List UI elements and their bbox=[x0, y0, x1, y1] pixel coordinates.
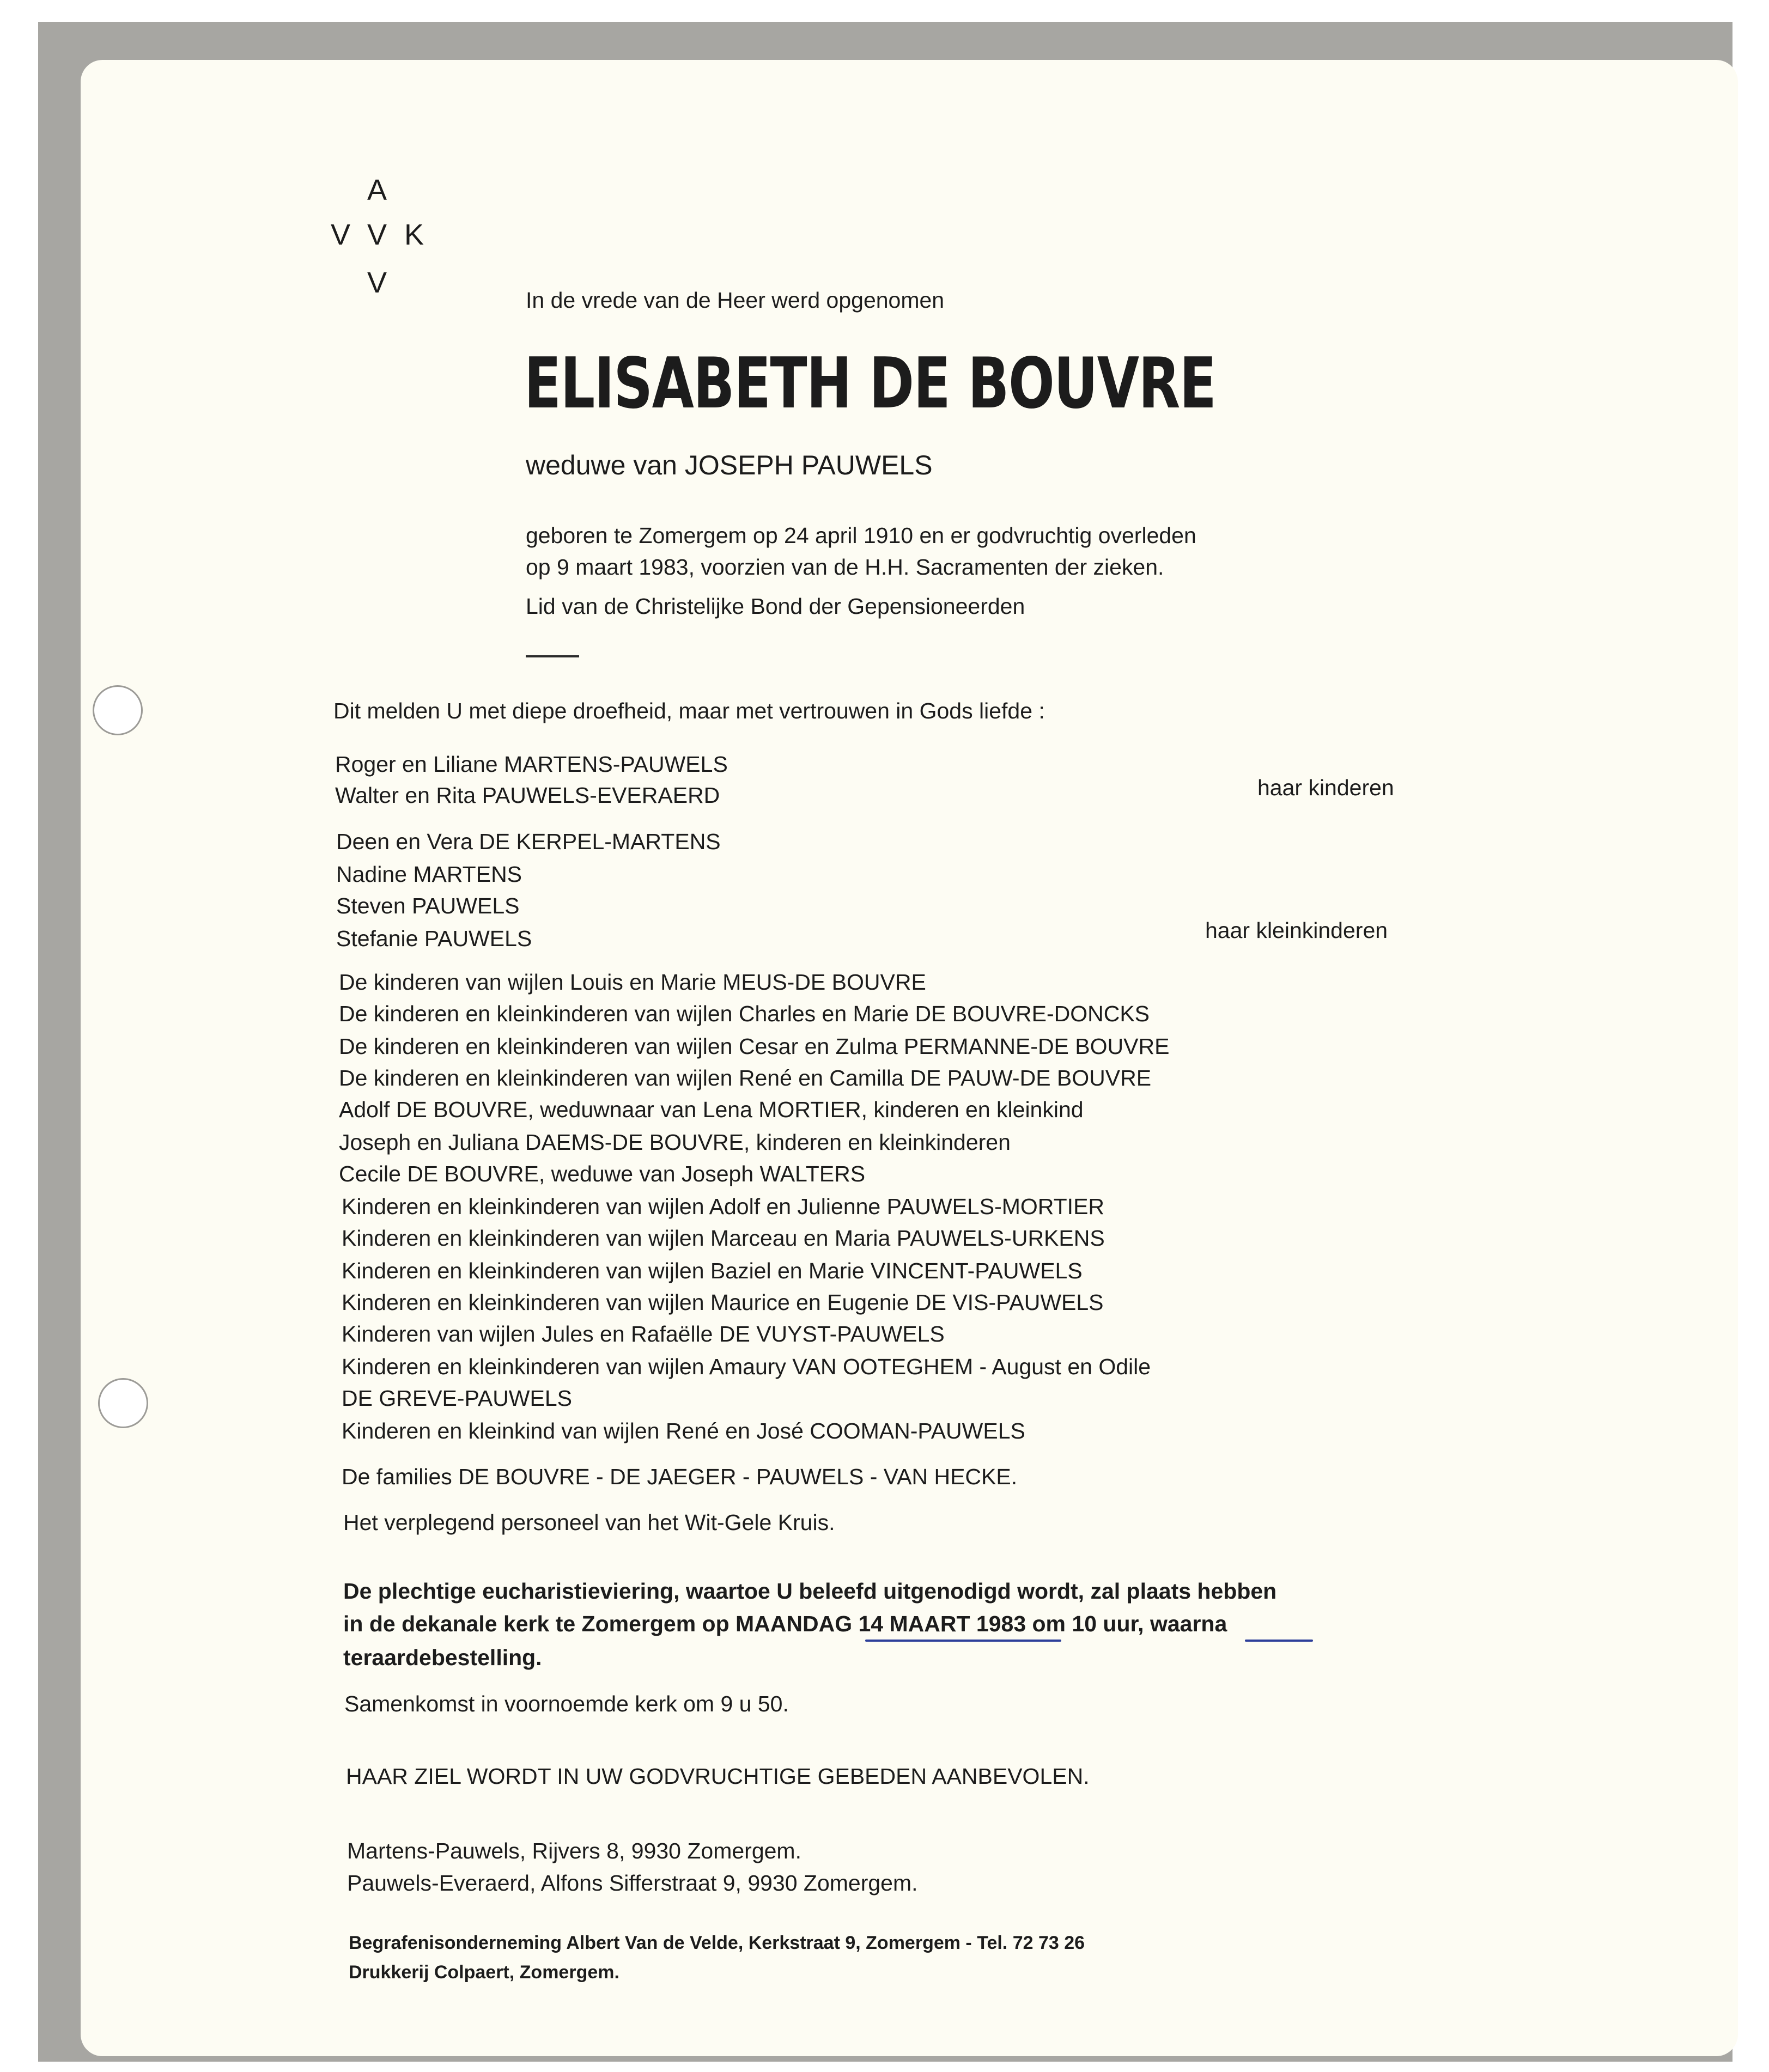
nursing-line: Het verplegend personeel van het Wit-Gele Kruis. bbox=[343, 1510, 835, 1535]
cross-letter-bottom: V bbox=[367, 266, 387, 299]
relative-entry: De kinderen en kleinkinderen van wijlen René en Camilla DE PAUW-DE BOUVRE bbox=[339, 1065, 1152, 1090]
children-role: haar kinderen bbox=[1257, 775, 1394, 800]
service-line-1: De plechtige eucharistieviering, waartoe U beleefd uitgenodigd wordt, zal plaats hebben bbox=[343, 1579, 1277, 1604]
pen-underline-date bbox=[865, 1640, 1061, 1642]
membership-line: Lid van de Christelijke Bond der Gepensioneerden bbox=[526, 594, 1025, 619]
cross-letter-left: V bbox=[330, 218, 351, 251]
relative-entry: Joseph en Juliana DAEMS-DE BOUVRE, kinderen en kleinkinderen bbox=[339, 1130, 1011, 1155]
birth-death-line-1: geboren te Zomergem op 24 april 1910 en er godvruchtig overleden bbox=[526, 523, 1196, 548]
relative-entry: De kinderen van wijlen Louis en Marie MEUS-DE BOUVRE bbox=[339, 970, 926, 995]
address-line: Martens-Pauwels, Rijvers 8, 9930 Zomergem. bbox=[347, 1838, 801, 1863]
pen-underline-time bbox=[1245, 1640, 1313, 1642]
address-line: Pauwels-Everaerd, Alfons Sifferstraat 9, 9930 Zomergem. bbox=[347, 1870, 918, 1896]
service-line-3: teraardebestelling. bbox=[343, 1645, 542, 1670]
relative-entry: Adolf DE BOUVRE, weduwnaar van Lena MORTIER, kinderen en kleinkind bbox=[339, 1097, 1084, 1122]
relative-entry: Cecile DE BOUVRE, weduwe van Joseph WALTERS bbox=[339, 1161, 866, 1186]
announcement-line: Dit melden U met diepe droefheid, maar met vertrouwen in Gods liefde : bbox=[333, 698, 1045, 723]
separator-dash bbox=[526, 655, 579, 657]
punch-hole-top bbox=[93, 685, 143, 735]
grandchild-entry: Stefanie PAUWELS bbox=[336, 926, 532, 951]
cross-letter-right: K bbox=[404, 218, 424, 251]
relative-entry: Kinderen en kleinkinderen van wijlen Amaury VAN OOTEGHEM - August en Odile bbox=[342, 1354, 1151, 1379]
birth-death-line-2: op 9 maart 1983, voorzien van de H.H. Sacramenten der zieken. bbox=[526, 554, 1164, 580]
deceased-name: ELISABETH DE BOUVRE bbox=[524, 343, 1216, 424]
grandchild-entry: Nadine MARTENS bbox=[336, 862, 522, 887]
service-line-2: in de dekanale kerk te Zomergem op MAANDAG 14 MAART 1983 om 10 uur, waarna bbox=[343, 1611, 1227, 1636]
relative-entry: DE GREVE-PAUWELS bbox=[342, 1386, 572, 1411]
widow-line: weduwe van JOSEPH PAUWELS bbox=[526, 450, 933, 480]
relative-entry: De kinderen en kleinkinderen van wijlen Charles en Marie DE BOUVRE-DONCKS bbox=[339, 1001, 1150, 1026]
relative-entry: Kinderen en kleinkinderen van wijlen Baziel en Marie VINCENT-PAUWELS bbox=[342, 1258, 1083, 1283]
gathering-line: Samenkomst in voornoemde kerk om 9 u 50. bbox=[344, 1691, 789, 1716]
cross-letter-center: V bbox=[367, 218, 387, 251]
families-line: De families DE BOUVRE - DE JAEGER - PAUWELS - VAN HECKE. bbox=[342, 1464, 1018, 1489]
child-entry: Walter en Rita PAUWELS-EVERAERD bbox=[335, 783, 720, 808]
relative-entry: Kinderen van wijlen Jules en Rafaëlle DE VUYST-PAUWELS bbox=[342, 1321, 945, 1346]
undertaker-line: Begrafenisonderneming Albert Van de Velde, Kerkstraat 9, Zomergem - Tel. 72 73 26 bbox=[349, 1933, 1085, 1953]
intro-text: In de vrede van de Heer werd opgenomen bbox=[526, 288, 945, 313]
relative-entry: Kinderen en kleinkinderen van wijlen Maurice en Eugenie DE VIS-PAUWELS bbox=[342, 1290, 1104, 1315]
prayer-line: HAAR ZIEL WORDT IN UW GODVRUCHTIGE GEBEDEN AANBEVOLEN. bbox=[346, 1764, 1090, 1789]
relative-entry: Kinderen en kleinkind van wijlen René en José COOMAN-PAUWELS bbox=[342, 1418, 1025, 1443]
punch-hole-bottom bbox=[98, 1378, 148, 1428]
cross-letter-top: A bbox=[367, 174, 387, 206]
grandchild-entry: Steven PAUWELS bbox=[336, 893, 520, 918]
child-entry: Roger en Liliane MARTENS-PAUWELS bbox=[335, 752, 728, 777]
printer-line: Drukkerij Colpaert, Zomergem. bbox=[349, 1962, 619, 1983]
relative-entry: De kinderen en kleinkinderen van wijlen Cesar en Zulma PERMANNE-DE BOUVRE bbox=[339, 1034, 1170, 1059]
relative-entry: Kinderen en kleinkinderen van wijlen Marceau en Maria PAUWELS-URKENS bbox=[342, 1226, 1105, 1251]
grandchildren-role: haar kleinkinderen bbox=[1205, 918, 1388, 943]
grandchild-entry: Deen en Vera DE KERPEL-MARTENS bbox=[336, 829, 721, 854]
relative-entry: Kinderen en kleinkinderen van wijlen Adolf en Julienne PAUWELS-MORTIER bbox=[342, 1194, 1105, 1219]
